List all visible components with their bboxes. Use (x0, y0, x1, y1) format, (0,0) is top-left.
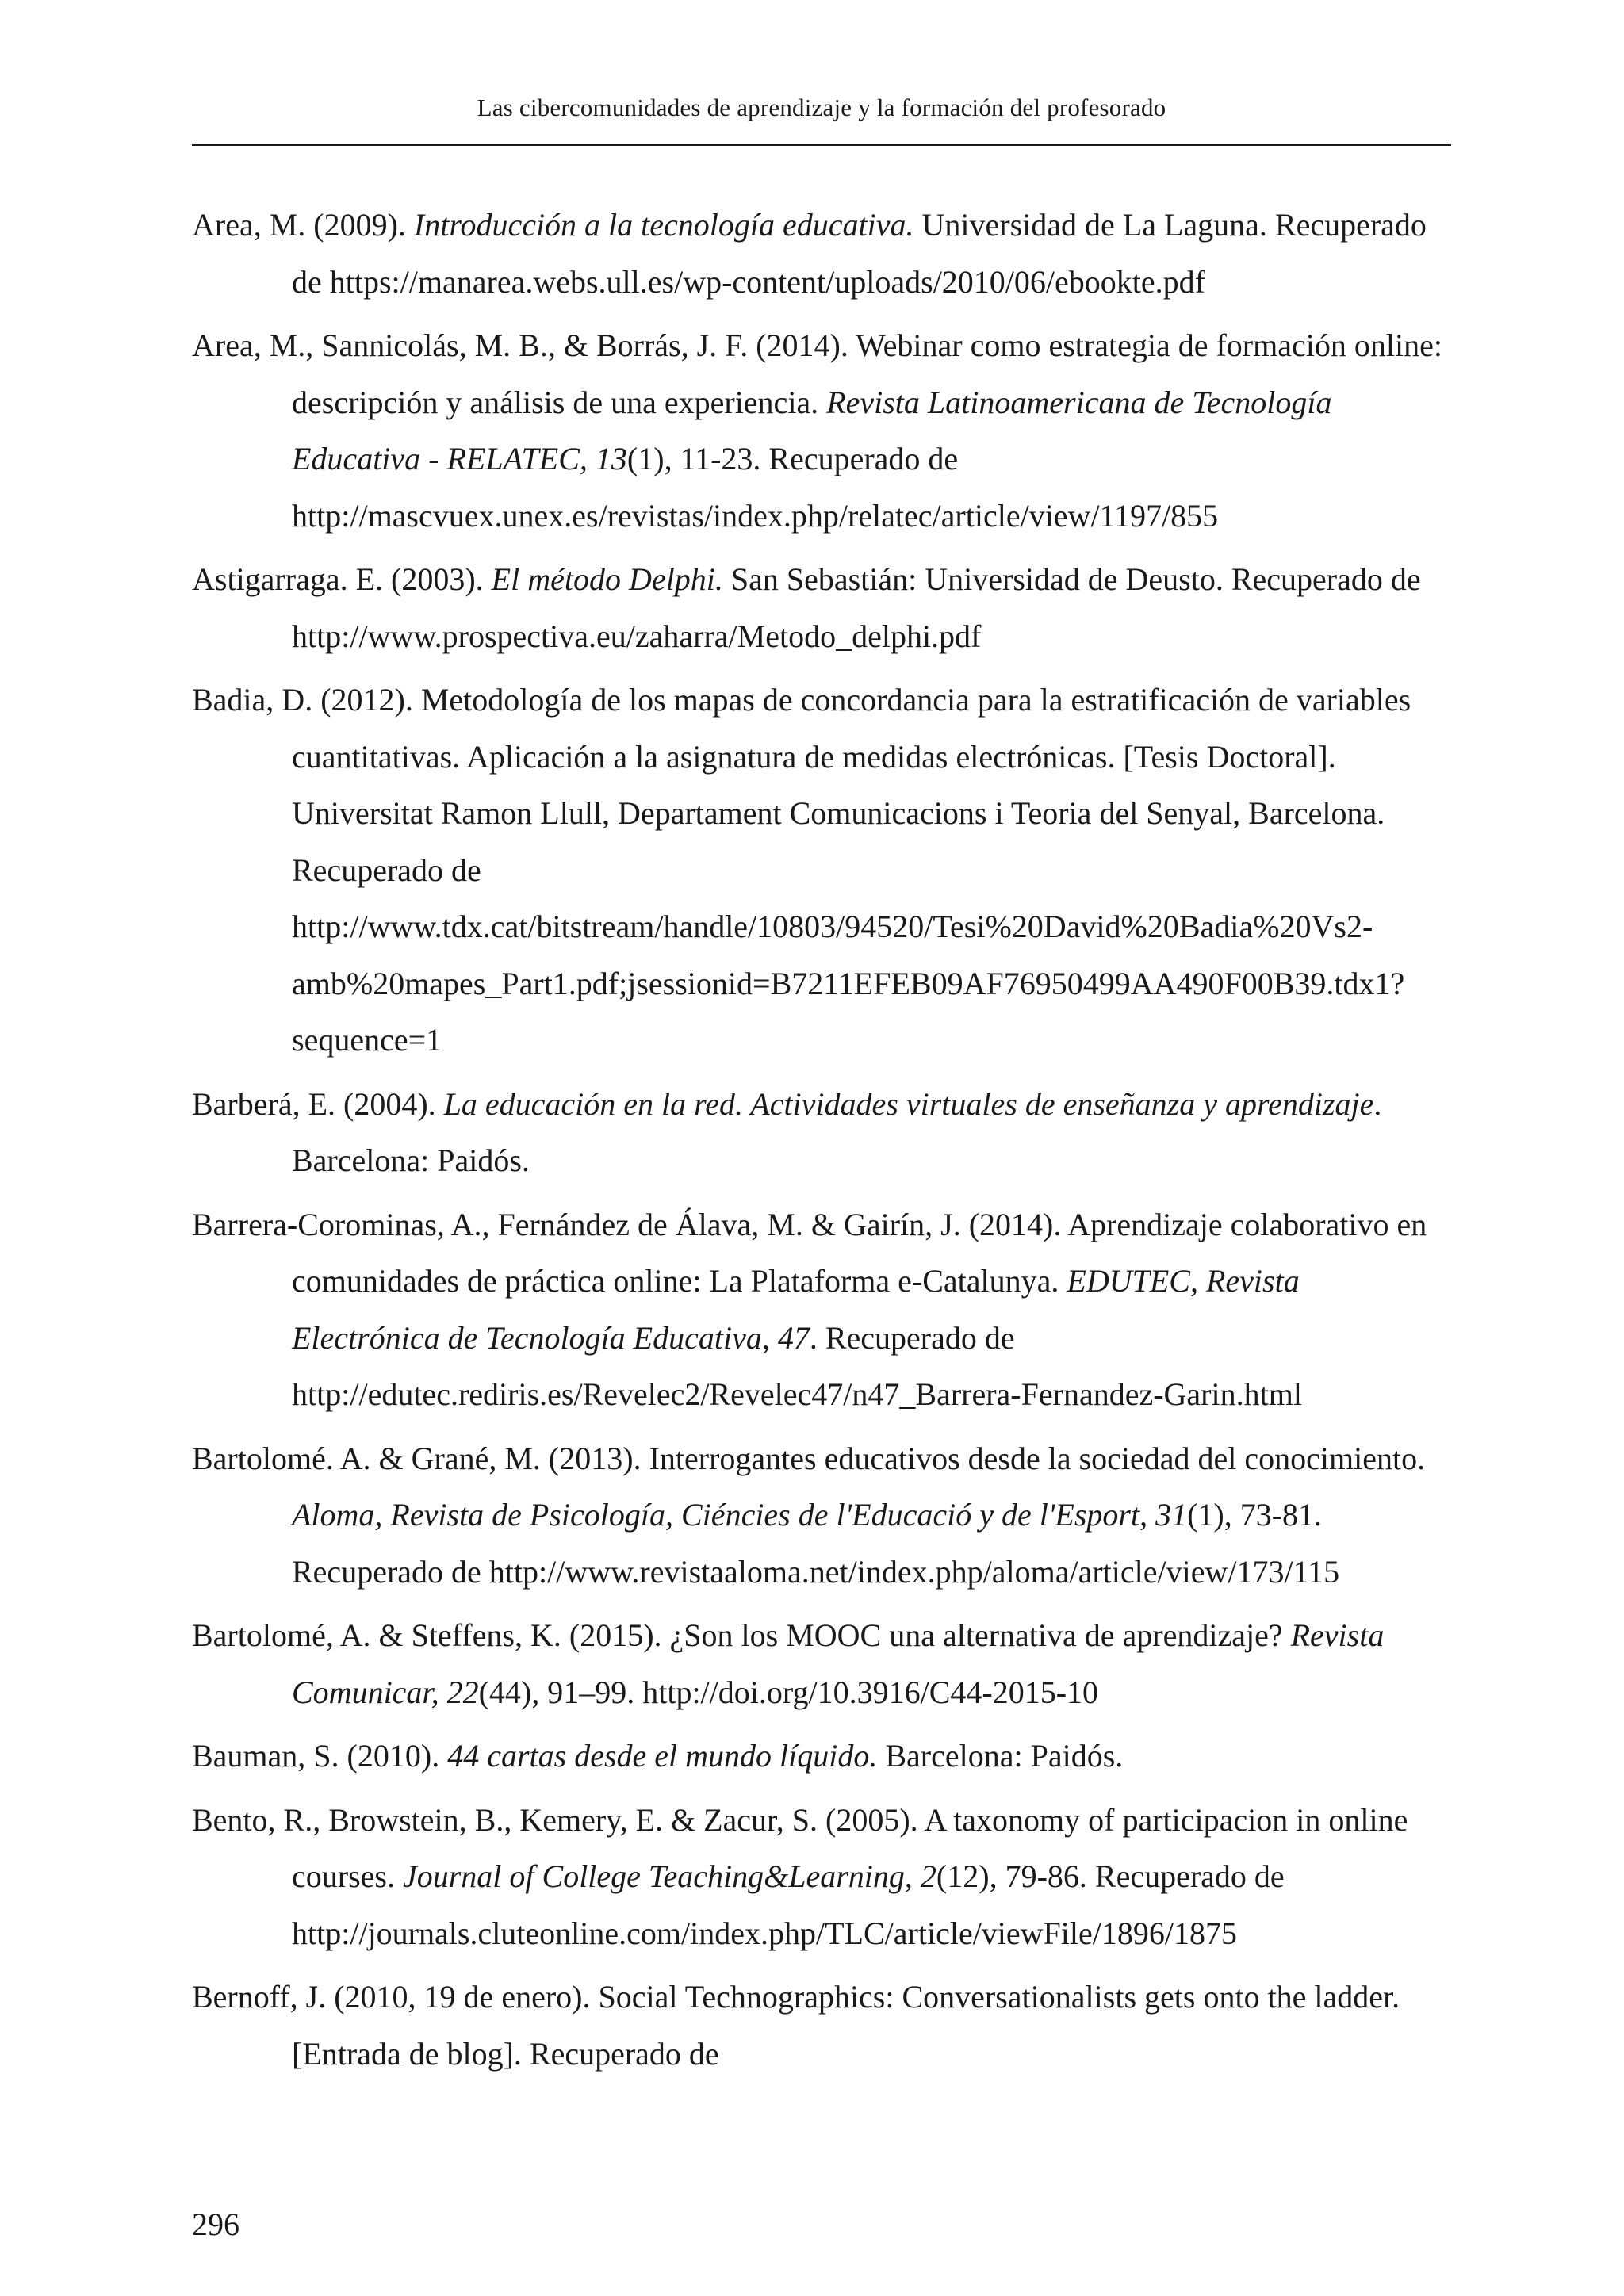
reference-entry (192, 1076, 1451, 1189)
reference-text: . Barcelona: Paidós. (292, 1085, 1382, 1178)
reference-text: Barberá, E. (2004). (192, 1085, 444, 1122)
running-header: Las cibercomunidades de aprendizaje y la formación del profesorado (477, 94, 1166, 121)
reference-text: (1), 11-23. Recuperado de http://mascvuex.unex.es/revistas/index.php/relatec/article/view/1197/855 (292, 441, 1219, 534)
reference-volume: 47 (777, 1319, 810, 1356)
reference-volume: 31 (1155, 1497, 1188, 1533)
header-rule (192, 144, 1451, 146)
reference-text: Area, M. (2009). (192, 207, 414, 243)
reference-text: , (904, 1858, 921, 1894)
reference-text: . Recuperado de http://edutec.rediris.es/Revelec2/Revelec47/n47_Barrera-Fernandez-Garin.html (292, 1319, 1302, 1412)
reference-title: 44 cartas desde el mundo líquido. (447, 1738, 878, 1774)
reference-entry (192, 1792, 1451, 1962)
reference-entry (192, 672, 1451, 1069)
reference-text: Bartolomé. A. & Grané, M. (2013). Interrogantes educativos desde la sociedad del conocimiento. (192, 1440, 1426, 1476)
reference-text: Bento, R., Browstein, B., Kemery, E. & Zacur, S. (2005). A taxonomy of participacion in online courses. (192, 1801, 1408, 1894)
reference-text: (44), 91–99. http://doi.org/10.3916/C44-2015-10 (478, 1674, 1099, 1710)
reference-text: (12), 79-86. Recuperado de http://journals.cluteonline.com/index.php/TLC/article/viewFile/1896/1875 (292, 1858, 1285, 1951)
reference-title: La educación en la red. Actividades virtuales de enseñanza y aprendizaje (443, 1085, 1374, 1122)
reference-text: Bartolomé, A. & Steffens, K. (2015). ¿Son los MOOC una alternativa de aprendizaje? (192, 1617, 1291, 1653)
reference-entry (192, 197, 1451, 310)
reference-text: Bernoff, J. (2010, 19 de enero). Social Technographics: Conversationalists gets onto the ladder. [Entrada de blog]. Recuperado de (192, 1979, 1400, 2072)
reference-entry (192, 551, 1451, 664)
reference-text: San Sebastián: Universidad de Deusto. Recuperado de http://www.prospectiva.eu/zaharra/Metodo_delphi.pdf (292, 561, 1421, 654)
reference-url: http://www.tdx.cat/bitstream/handle/10803/94520/Tesi%20David%20Badia%20Vs2- (292, 909, 1373, 944)
reference-text: Barrera-Corominas, A., Fernández de Álava, M. & Gairín, J. (2014). Aprendizaje colaborativo en comunidades de práctica online: La Plataforma e-Catalunya. (192, 1206, 1427, 1299)
reference-text: Badia, D. (2012). Metodología de los mapas de concordancia para la estratificación de variables cuantitativas. Aplicación a la asignatura de medidas electrónicas. [Tesis Doctoral]. Universitat Ramon Llull, Departament Comunicacions i Teoria del Senyal, Barcelona. Recuperado de (192, 682, 1411, 888)
reference-text: , (761, 1319, 778, 1356)
reference-url: sequence=1 (292, 1022, 442, 1058)
reference-text: Astigarraga. E. (2003). (192, 561, 492, 597)
reference-entry (192, 1969, 1451, 2082)
reference-title: Aloma, Revista de Psicología, Ciéncies de l'Educació y de l'Esport (292, 1497, 1140, 1533)
reference-title: Journal of College Teaching&Learning (402, 1858, 905, 1894)
reference-title: Introducción a la tecnología educativa. (413, 207, 914, 243)
reference-url: amb%20mapes_Part1.pdf;jsessionid=B7211EFEB09AF76950499AA490F00B39.tdx1? (292, 965, 1405, 1001)
reference-entry (192, 1196, 1451, 1423)
reference-text: Barcelona: Paidós. (877, 1738, 1124, 1774)
reference-list (192, 197, 1451, 2089)
reference-text: Universidad de La Laguna. Recuperado de https://manarea.webs.ull.es/wp-content/uploads/2010/06/ebookte.pdf (292, 207, 1427, 300)
reference-text: Area, M., Sannicolás, M. B., & Borrás, J. F. (2014). Webinar como estrategia de formación online: descripción y análisis de una experiencia. (192, 327, 1442, 420)
reference-entry (192, 1728, 1451, 1785)
reference-title: EDUTEC, Revista Electrónica de Tecnología Educativa (292, 1263, 1300, 1356)
reference-volume: 2 (920, 1858, 936, 1894)
reference-text: (1), 73-81. Recuperado de http://www.revistaaloma.net/index.php/aloma/article/view/173/115 (292, 1497, 1340, 1590)
reference-title: El método Delphi. (491, 561, 723, 597)
reference-text: , (1139, 1497, 1156, 1533)
reference-text: Bauman, S. (2010). (192, 1738, 448, 1774)
reference-title: Revista Latinoamericana de Tecnología Educativa - RELATEC, 13 (292, 384, 1332, 476)
reference-entry (192, 317, 1451, 544)
reference-entry (192, 1607, 1451, 1720)
page-number: 296 (192, 2206, 239, 2242)
reference-title: Revista Comunicar, 22 (292, 1617, 1385, 1710)
reference-entry (192, 1430, 1451, 1601)
